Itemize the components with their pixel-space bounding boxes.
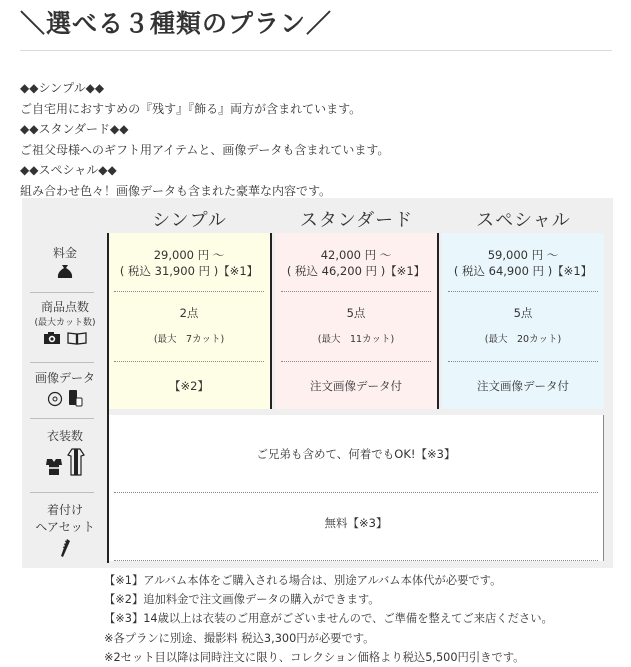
items-cell-special (442, 305, 604, 345)
label-divider (30, 292, 94, 293)
row-label-text: 料金 (52, 246, 77, 260)
row-label-text: 商品点数 (40, 300, 89, 314)
row-divider (281, 361, 431, 362)
title-divider (20, 50, 612, 51)
row-label-text: ヘアセット (35, 520, 95, 534)
footnote: 【※3】14歳以上は衣装のご用意がございませんので、ご準備を整えてご来店ください。 (104, 612, 553, 626)
label-divider (30, 362, 94, 363)
column-divider (270, 233, 272, 409)
items-count: 5点 (513, 306, 533, 320)
row-divider (281, 291, 431, 292)
row-divider (114, 361, 264, 362)
label-divider (30, 492, 94, 493)
row-divider (448, 361, 598, 362)
footnote: ※2セット目以降は同時注文に限り、コレクション価格より税込5,500円引きです。 (104, 650, 525, 664)
column-divider (603, 415, 604, 561)
plan-header-special: スペシャル (476, 210, 571, 231)
dress-icon (67, 447, 85, 477)
row-label-costume (22, 427, 108, 480)
column-divider (437, 233, 439, 409)
intro-line: ◆◆スタンダード◆◆ (20, 122, 129, 137)
money-bag-icon (22, 264, 108, 283)
row-divider (114, 291, 264, 292)
intro-line: ◆◆スペシャル◆◆ (20, 163, 117, 178)
shared-rows (108, 415, 604, 561)
row-divider (114, 492, 598, 493)
row-label-text: 着付け (46, 503, 83, 517)
items-cuts: (最大 7カット) (153, 334, 225, 345)
plan-intro (20, 78, 389, 202)
image-data-cell-special: 注文画像データ付 (477, 379, 569, 393)
image-data-icons (22, 389, 108, 410)
dressing-cell: 無料【※3】 (324, 516, 388, 530)
plan-header-standard: スタンダード (299, 210, 414, 231)
items-count: 2点 (179, 306, 199, 320)
row-label-dressing (22, 501, 108, 561)
comb-icon (22, 538, 108, 561)
image-data-cell-simple: 【※2】 (169, 379, 209, 393)
disc-icon (47, 391, 63, 407)
phone-icon (67, 389, 83, 407)
price-value: 29,000 円 ～ (153, 248, 225, 262)
footnote: 【※2】追加料金で注文画像データの購入ができます。 (104, 593, 380, 607)
items-cell-simple (108, 305, 270, 345)
intro-line: 組み合わせ色々！画像データも含まれた豪華な内容です。 (20, 183, 332, 198)
price-tax: ( 税込 64,900 円 )【※1】 (453, 264, 593, 278)
plan-header-simple: シンプル (152, 210, 227, 231)
items-cuts: (最大 20カット) (484, 334, 562, 345)
items-cell-standard (275, 305, 437, 345)
row-divider (114, 560, 598, 561)
row-label-items (22, 298, 108, 348)
footnote: ※各プランに別途、撮影料 税込3,300円が必要です。 (104, 631, 375, 645)
section-title: ＼選べる３種類のプラン／ (20, 9, 333, 38)
intro-line: ◆◆シンプル◆◆ (20, 81, 105, 95)
items-cuts: (最大 11カット) (317, 334, 395, 345)
footnotes (104, 571, 553, 667)
footnote: 【※1】アルバム本体をご購入される場合は、別途アルバム本体代が必要です。 (104, 574, 502, 587)
price-cell-special (442, 247, 604, 279)
items-count: 5点 (346, 306, 366, 320)
kimono-icon (45, 457, 63, 477)
intro-line: ご祖父母様へのギフト用アイテムと、画像データも含まれています。 (20, 142, 390, 157)
image-data-cell-standard: 注文画像データ付 (310, 379, 402, 393)
camera-icon (43, 331, 63, 345)
costume-cell: ご兄弟も含めて、何着でもOK!【※3】 (256, 447, 456, 461)
costume-icons (22, 447, 108, 480)
row-label-text: 画像データ (34, 371, 95, 385)
price-tax: ( 税込 31,900 円 )【※1】 (119, 264, 259, 278)
price-cell-standard (275, 247, 437, 279)
intro-line: ご自宅用におすすめの『残す』『飾る』両方が含まれています。 (20, 101, 362, 116)
items-icons (22, 331, 108, 348)
album-icon (67, 331, 87, 345)
price-value: 42,000 円 ～ (320, 248, 392, 262)
row-label-image-data (22, 369, 108, 410)
price-cell-simple (108, 247, 270, 279)
price-tax: ( 税込 46,200 円 )【※1】 (286, 264, 426, 278)
price-value: 59,000 円 ～ (487, 248, 559, 262)
row-sublabel: (最大カット数) (34, 318, 96, 328)
row-label-text: 衣装数 (46, 429, 83, 443)
label-divider (30, 418, 94, 419)
row-divider (448, 291, 598, 292)
row-label-price (22, 244, 108, 283)
